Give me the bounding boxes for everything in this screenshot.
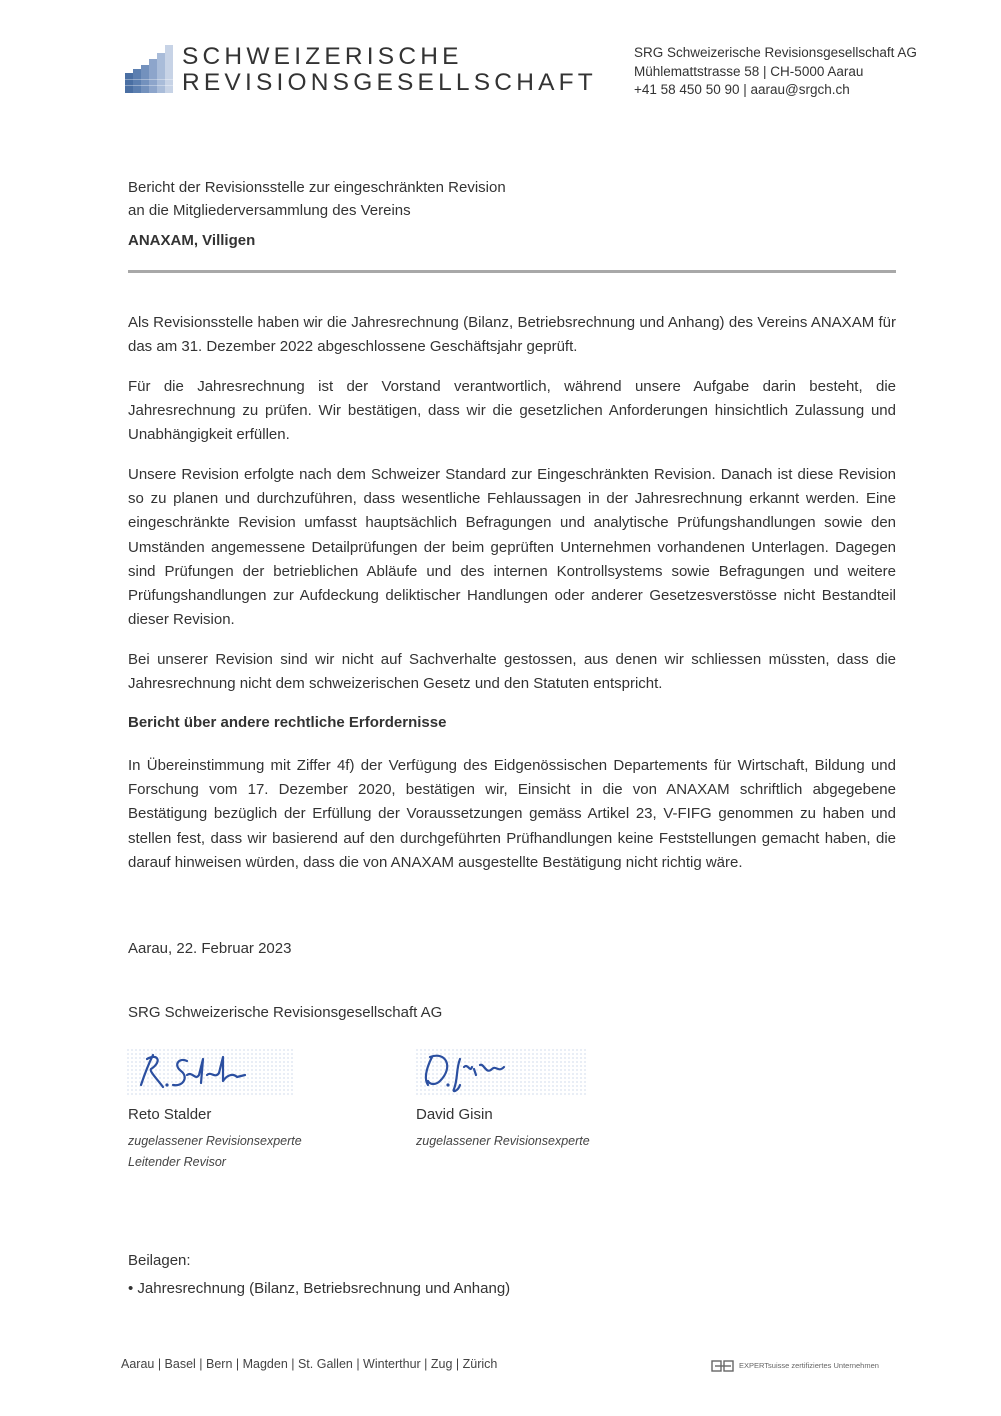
paragraph-scope: Als Revisionsstelle haben wir die Jahresrechnung (Bilanz, Betriebsrechnung und Anhang) des Vereins ANAXAM für das am 31. Dezember 2022 abgeschlossene Geschäftsjahr geprüft. (128, 314, 896, 356)
signer-2-roles (416, 1131, 590, 1152)
company-logo-wordmark (182, 44, 597, 96)
paragraph-responsibility: Für die Jahresrechnung ist der Vorstand verantwortlich, während unsere Aufgabe darin besteht, die Jahresrechnung zu prüfen. Wir bestätigen, dass wir die gesetzlichen Anforderungen hinsichtlich Zulassung und Unabhängigkeit erfüllen. (128, 378, 896, 444)
company-address: Mühlemattstrasse 58 | CH-5000 Aarau (634, 63, 864, 79)
audited-entity: ANAXAM, Villigen (128, 232, 256, 249)
enclosures-label: Beilagen: (128, 1252, 191, 1269)
footer-office-locations: Aarau | Basel | Bern | Magden | St. Gallen | Winterthur | Zug | Zürich (121, 1357, 498, 1371)
enclosure-item: • Jahresrechnung (Bilanz, Betriebsrechnung und Anhang) (128, 1280, 511, 1297)
logo-line-2: REVISIONSGESELLSCHAFT (182, 69, 597, 96)
title-divider (128, 270, 896, 273)
signer-1-roles (128, 1131, 302, 1173)
signer-1-role-1: zugelassener Revisionsexperte (128, 1134, 302, 1148)
paragraph-conclusion: Bei unserer Revision sind wir nicht auf Sachverhalte gestossen, aus denen wir schliessen müssten, dass die Jahresrechnung nicht dem schweizerischen Gesetz und den Statuten entspricht. (128, 651, 896, 693)
report-title-line-2: an die Mitgliederversammlung des Vereins (128, 202, 411, 219)
signature-reto-stalder (127, 1045, 295, 1099)
signer-2-role-1: zugelassener Revisionsexperte (416, 1134, 590, 1148)
expertsuisse-logo-icon (711, 1359, 735, 1373)
signer-1-role-2: Leitender Revisor (128, 1155, 226, 1169)
signing-firm: SRG Schweizerische Revisionsgesellschaft AG (128, 1004, 443, 1021)
paragraph-audit-standard: Unsere Revision erfolgte nach dem Schweizer Standard zur Eingeschränkten Revision. Danach ist diese Revision so zu planen und durchzuführen, dass wesentliche Fehlaussagen in der Jahresrechnung erkannt werden. Eine eingeschränkte Revision umfasst hauptsächlich Befragungen und analytische Prüfungshandlungen sowie den Umständen angemessene Detailprüfungen der beim geprüften Unternehmen vorhandenen Unterlagen. Dagegen sind Prüfungen der betrieblichen Abläufe und des internen Kontrollsystems sowie Befragungen und weitere Prüfungshandlungen zur Aufdeckung deliktischer Handlungen oder anderer Gesetzesverstösse nicht Bestandteil dieser Revision. (128, 466, 896, 629)
signer-1-name: Reto Stalder (128, 1106, 212, 1123)
company-logo-icon (125, 45, 173, 93)
report-title-line-1: Bericht der Revisionsstelle zur eingeschränkten Revision (128, 179, 506, 196)
signature-david-gisin (416, 1045, 586, 1099)
company-name: SRG Schweizerische Revisionsgesellschaft AG (634, 45, 917, 60)
report-title (128, 176, 506, 222)
company-address-block (634, 44, 917, 100)
logo-line-1: SCHWEIZERISCHE (182, 43, 463, 70)
signer-2-name: David Gisin (416, 1106, 493, 1123)
paragraph-other-requirements: In Übereinstimmung mit Ziffer 4f) der Verfügung des Eidgenössischen Departements für Wirtschaft, Bildung und Forschung vom 17. Dezember 2020, bestätigen wir, Einsicht in die von ANAXAM schriftlich abgegebene Bestätigung bezüglich der Erfüllung der Voraussetzungen gemäss Artikel 23, V-FIFG genommen zu haben und stellen fest, dass wir basierend auf den durchgeführten Prüfhandlungen keine Feststellungen gemacht haben, die darauf hinweisen würden, dass die von ANAXAM ausgestellte Bestätigung nicht richtig wäre. (128, 757, 896, 871)
section-heading-other-requirements: Bericht über andere rechtliche Erfordernisse (128, 714, 447, 731)
expertsuisse-badge: EXPERTsuisse zertifiziertes Unternehmen (739, 1361, 879, 1370)
company-contact: +41 58 450 50 90 | aarau@srgch.ch (634, 82, 850, 97)
place-date: Aarau, 22. Februar 2023 (128, 940, 292, 957)
